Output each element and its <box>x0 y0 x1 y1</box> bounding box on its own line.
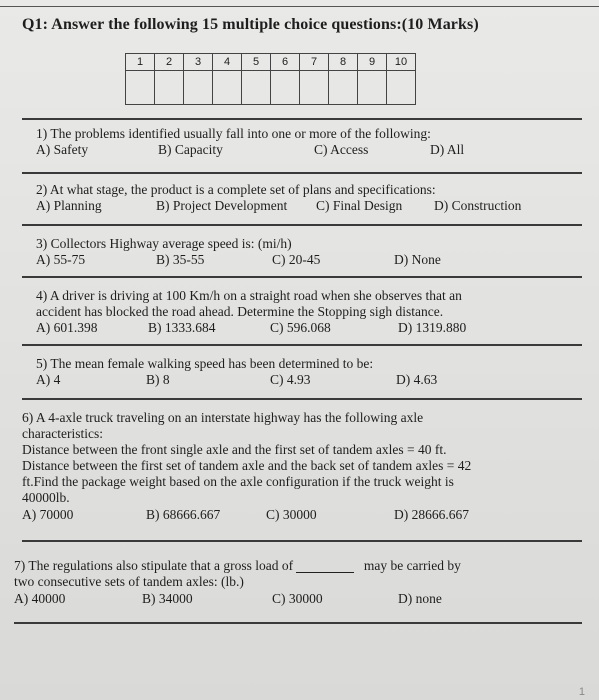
answer-grid-blank-row <box>126 71 416 105</box>
top-divider <box>0 6 599 7</box>
option-c[interactable]: C) Final Design <box>316 198 403 213</box>
answer-grid <box>125 53 416 105</box>
option-c[interactable]: C) 4.93 <box>270 372 311 387</box>
grid-number: 8 <box>329 54 358 71</box>
question-2-options <box>36 198 576 214</box>
section-divider <box>22 118 582 120</box>
answer-cell[interactable] <box>155 71 184 105</box>
answer-cell[interactable] <box>184 71 213 105</box>
option-d[interactable]: D) All <box>430 142 465 157</box>
option-a[interactable]: A) Safety <box>36 142 89 157</box>
question-6-text-line6: 40000lb. <box>22 490 70 505</box>
answer-cell[interactable] <box>387 71 416 105</box>
option-d[interactable]: D) Construction <box>434 198 522 213</box>
option-c[interactable]: C) 20-45 <box>272 252 321 267</box>
question-6-text-line1: 6) A 4-axle truck traveling on an interstate highway has the following axle <box>22 410 424 425</box>
option-b[interactable]: B) 68666.667 <box>146 507 221 522</box>
option-b[interactable]: B) 34000 <box>142 591 193 606</box>
question-7-text-line2: two consecutive sets of tandem axles: (lb.) <box>14 574 244 589</box>
question-1-options <box>36 142 576 158</box>
grid-number: 3 <box>184 54 213 71</box>
option-b[interactable]: B) 35-55 <box>156 252 205 267</box>
grid-number: 10 <box>387 54 416 71</box>
question-4-text-line2: accident has blocked the road ahead. Determine the Stopping sigh distance. <box>36 304 444 319</box>
answer-cell[interactable] <box>242 71 271 105</box>
option-c[interactable]: C) 30000 <box>272 591 323 606</box>
section-divider <box>22 344 582 346</box>
section-divider <box>14 622 582 624</box>
question-7-text-end: may be carried by <box>363 558 461 573</box>
option-d[interactable]: D) 28666.667 <box>394 507 469 522</box>
option-b[interactable]: B) 8 <box>146 372 170 387</box>
answer-cell[interactable] <box>329 71 358 105</box>
question-3-text: 3) Collectors Highway average speed is: (mi/h) <box>36 236 292 251</box>
option-a[interactable]: A) Planning <box>36 198 102 213</box>
option-c[interactable]: C) 30000 <box>266 507 317 522</box>
option-c[interactable]: C) Access <box>314 142 369 157</box>
answer-grid-header-row <box>126 54 416 71</box>
option-a[interactable]: A) 40000 <box>14 591 66 606</box>
question-4-options <box>36 320 576 336</box>
option-a[interactable]: A) 4 <box>36 372 61 387</box>
question-7-text-start: 7) The regulations also stipulate that a gross load of <box>14 558 294 573</box>
option-b[interactable]: B) 1333.684 <box>148 320 216 335</box>
grid-number: 7 <box>300 54 329 71</box>
question-6-text-line2: characteristics: <box>22 426 103 441</box>
grid-number: 6 <box>271 54 300 71</box>
question-6-text-line4: Distance between the first set of tandem axle and the back set of tandem axles = 42 <box>22 458 472 473</box>
section-divider <box>22 224 582 226</box>
option-d[interactable]: D) 4.63 <box>396 372 438 387</box>
grid-number: 4 <box>213 54 242 71</box>
option-b[interactable]: B) Project Development <box>156 198 288 213</box>
option-a[interactable]: A) 601.398 <box>36 320 98 335</box>
question-6-text-line5: ft.Find the package weight based on the axle configuration if the truck weight is <box>22 474 454 489</box>
question-5-text: 5) The mean female walking speed has been determined to be: <box>36 356 374 371</box>
option-d[interactable]: D) 1319.880 <box>398 320 467 335</box>
grid-number: 1 <box>126 54 155 71</box>
question-6-options <box>22 507 582 523</box>
section-divider <box>22 398 582 400</box>
question-7-text-line1 <box>14 558 574 573</box>
page-number: 1 <box>578 686 585 698</box>
question-4-text-line1: 4) A driver is driving at 100 Km/h on a straight road when she observes that an <box>36 288 462 303</box>
grid-number: 9 <box>358 54 387 71</box>
question-5-options <box>36 372 576 388</box>
question-7-options <box>14 591 574 607</box>
page-title: Q1: Answer the following 15 multiple choice questions:(10 Marks) <box>22 16 479 33</box>
question-1-text: 1) The problems identified usually fall into one or more of the following: <box>36 126 431 141</box>
option-b[interactable]: B) Capacity <box>158 142 223 157</box>
section-divider <box>22 540 582 542</box>
option-c[interactable]: C) 596.068 <box>270 320 331 335</box>
answer-cell[interactable] <box>213 71 242 105</box>
section-divider <box>22 276 582 278</box>
section-divider <box>22 172 582 174</box>
answer-cell[interactable] <box>126 71 155 105</box>
grid-number: 2 <box>155 54 184 71</box>
answer-cell[interactable] <box>300 71 329 105</box>
question-3-options <box>36 252 576 268</box>
option-d[interactable]: D) none <box>398 591 442 606</box>
answer-cell[interactable] <box>358 71 387 105</box>
answer-cell[interactable] <box>271 71 300 105</box>
option-a[interactable]: A) 55-75 <box>36 252 86 267</box>
option-d[interactable]: D) None <box>394 252 441 267</box>
answer-blank[interactable] <box>296 560 354 573</box>
question-6-text-line3: Distance between the front single axle and the first set of tandem axles = 40 ft. <box>22 442 447 457</box>
option-a[interactable]: A) 70000 <box>22 507 74 522</box>
grid-number: 5 <box>242 54 271 71</box>
question-2-text: 2) At what stage, the product is a complete set of plans and specifications: <box>36 182 436 197</box>
